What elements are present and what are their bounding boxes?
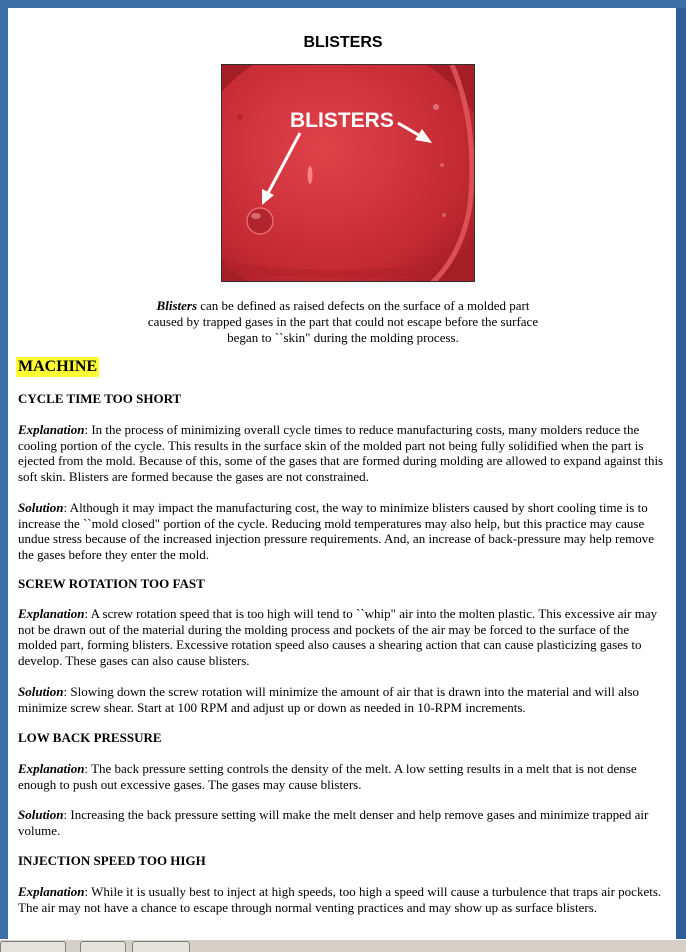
explanation-text: : In the process of minimizing overall cycle times to reduce manufacturing costs, many molders reduce the cooling portion of the cycle. This results in the surface skin of the molded part not being fully solidified when the part is ejected from the mold. Because of this, some of the gases that are formed during molding are allowed to expand against this soft skin. Blisters are formed because the gases are not constrained. <box>18 422 664 484</box>
heading-low-back-pressure: LOW BACK PRESSURE <box>18 730 162 745</box>
paragraph-solution <box>18 684 668 715</box>
blisters-photo <box>221 64 475 282</box>
heading-cycle-time: CYCLE TIME TOO SHORT <box>18 391 182 406</box>
paragraph-solution <box>18 500 668 562</box>
window-scroll-edge[interactable] <box>676 8 686 940</box>
paragraph-explanation <box>18 761 668 792</box>
heading-screw-rotation: SCREW ROTATION TOO FAST <box>18 576 205 591</box>
taskbar <box>0 939 686 952</box>
caption-text: can be defined as raised defects on the surface of a molded part caused by trapped gases in the part that could not escape before the surface began to ``skin" during the molding process. <box>147 298 539 345</box>
explanation-text: : The back pressure setting controls the density of the melt. A low setting results in a melt that is not dense enough to push out excessive gases. The gases may cause blisters. <box>18 761 637 792</box>
explanation-label: Explanation <box>18 761 85 776</box>
paragraph-explanation <box>18 606 668 668</box>
solution-text: : Increasing the back pressure setting will make the melt denser and help remove gases and minimize trapped air volume. <box>18 807 649 838</box>
solution-text: : Although it may impact the manufacturing cost, the way to minimize blisters caused by short cooling time is to increase the ``mold closed" portion of the cycle. Reducing mold temperatures may also help, but this practice may cause undue stress because of the increased injection pressure requirements. And, an increase of back-pressure may help remove the gases before they enter the mold. <box>18 500 655 562</box>
explanation-label: Explanation <box>18 422 85 437</box>
explanation-text: : A screw rotation speed that is too high will tend to ``whip" air into the molten plastic. This excessive air may not be drawn out of the material during the molding process and pockets of the air may be forced to the surface of the molded part, forming blisters. Excessive rotation speed also causes a shearing action that can cause plasticizing gases to develop. These gases can also cause blisters. <box>18 606 658 668</box>
image-caption <box>140 298 546 346</box>
taskbar-app-button[interactable] <box>132 941 190 952</box>
solution-label: Solution <box>18 500 64 515</box>
document-title: BLISTERS <box>303 34 383 51</box>
caption-term: Blisters <box>156 298 198 313</box>
start-button[interactable] <box>0 941 66 952</box>
paragraph-explanation <box>18 884 668 915</box>
paragraph-solution <box>18 807 668 838</box>
heading-injection-speed: INJECTION SPEED TOO HIGH <box>18 853 206 868</box>
solution-label: Solution <box>18 684 64 699</box>
explanation-label: Explanation <box>18 884 85 899</box>
taskbar-window-button[interactable] <box>80 941 126 952</box>
solution-text: : Slowing down the screw rotation will minimize the amount of air that is drawn into the material and will also minimize screw shear. Start at 100 RPM and adjust up or down as needed in 10-RPM increments. <box>18 684 640 715</box>
paragraph-explanation <box>18 422 668 484</box>
image-label: BLISTERS <box>290 109 394 132</box>
section-label-machine: MACHINE <box>18 358 98 375</box>
explanation-label: Explanation <box>18 606 85 621</box>
explanation-text: : While it is usually best to inject at high speeds, too high a speed will cause a turbulence that traps air pockets. The air may not have a chance to escape through normal venting practices and may show up as surface blisters. <box>18 884 662 915</box>
solution-label: Solution <box>18 807 64 822</box>
